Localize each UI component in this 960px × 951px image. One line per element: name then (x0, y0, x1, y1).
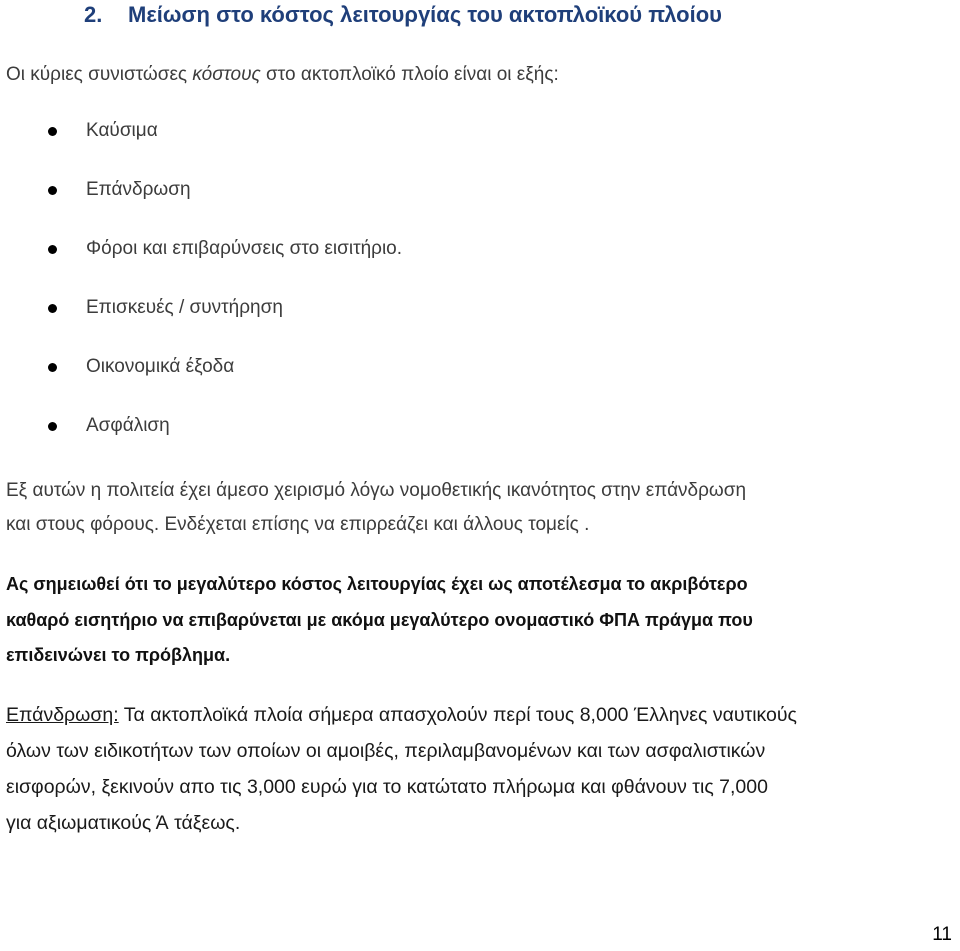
intro-text-start: Οι κύριες συνιστώσες (6, 64, 193, 85)
paragraph-line: Εξ αυτών η πολιτεία έχει άμεσο χειρισμό λόγω νομοθετικής ικανότητος στην επάνδρωση (6, 480, 747, 501)
crew-label: Επάνδρωση: (6, 704, 119, 726)
section-number: 2. (84, 2, 103, 27)
paragraph-line: επιδεινώνει το πρόβλημα. (6, 645, 231, 665)
bullet-icon (48, 127, 57, 136)
intro-paragraph (6, 58, 559, 92)
list-item-label: Φόροι και επιβαρύνσεις στο εισιτήριο. (86, 238, 403, 259)
intro-text-end: στο ακτοπλοϊκό πλοίο είναι οι εξής: (260, 64, 559, 85)
intro-emphasis: κόστους (192, 64, 261, 85)
paragraph-line: και στους φόρους. Ενδέχεται επίσης να επιρρεάζει και άλλους τομείς . (6, 514, 590, 535)
page-number: 11 (932, 924, 952, 945)
bullet-icon (48, 304, 57, 313)
list-item-label: Οικονομικά έξοδα (86, 356, 235, 377)
paragraph-line: όλων των ειδικοτήτων των οποίων οι αμοιβές, περιλαμβανομένων και των ασφαλιστικών (6, 740, 766, 762)
crew-paragraph (6, 697, 797, 841)
crew-text: Τα ακτοπλοϊκά πλοία σήμερα απασχολούν περί τους 8,000 Έλληνες ναυτικούς (118, 704, 797, 726)
list-item-label: Επισκευές / συντήρηση (86, 297, 283, 318)
bullet-icon (48, 186, 57, 195)
list-item-label: Καύσιμα (86, 120, 158, 141)
policy-paragraph (6, 474, 746, 542)
vat-note-paragraph (6, 567, 753, 674)
bullet-icon (48, 245, 57, 254)
paragraph-line: εισφορών, ξεκινούν απο τις 3,000 ευρώ για το κατώτατο πλήρωμα και φθάνουν τις 7,000 (6, 776, 768, 798)
paragraph-line: για αξιωματικούς Ά τάξεως. (6, 812, 241, 834)
paragraph-line: Ας σημειωθεί ότι το μεγαλύτερο κόστος λειτουργίας έχει ως αποτέλεσμα το ακριβότερο (6, 574, 748, 594)
section-title: Μείωση στο κόστος λειτουργίας του ακτοπλοϊκού πλοίου (128, 2, 722, 27)
list-item-label: Επάνδρωση (86, 179, 191, 200)
paragraph-line (6, 697, 797, 733)
paragraph-line: καθαρό εισητήριο να επιβαρύνεται με ακόμα μεγαλύτερο ονομαστικό ΦΠΑ πράγμα που (6, 609, 753, 630)
list-item-label: Ασφάλιση (86, 415, 170, 436)
bullet-icon (48, 422, 57, 431)
section-heading (84, 0, 722, 30)
bullet-icon (48, 363, 57, 372)
